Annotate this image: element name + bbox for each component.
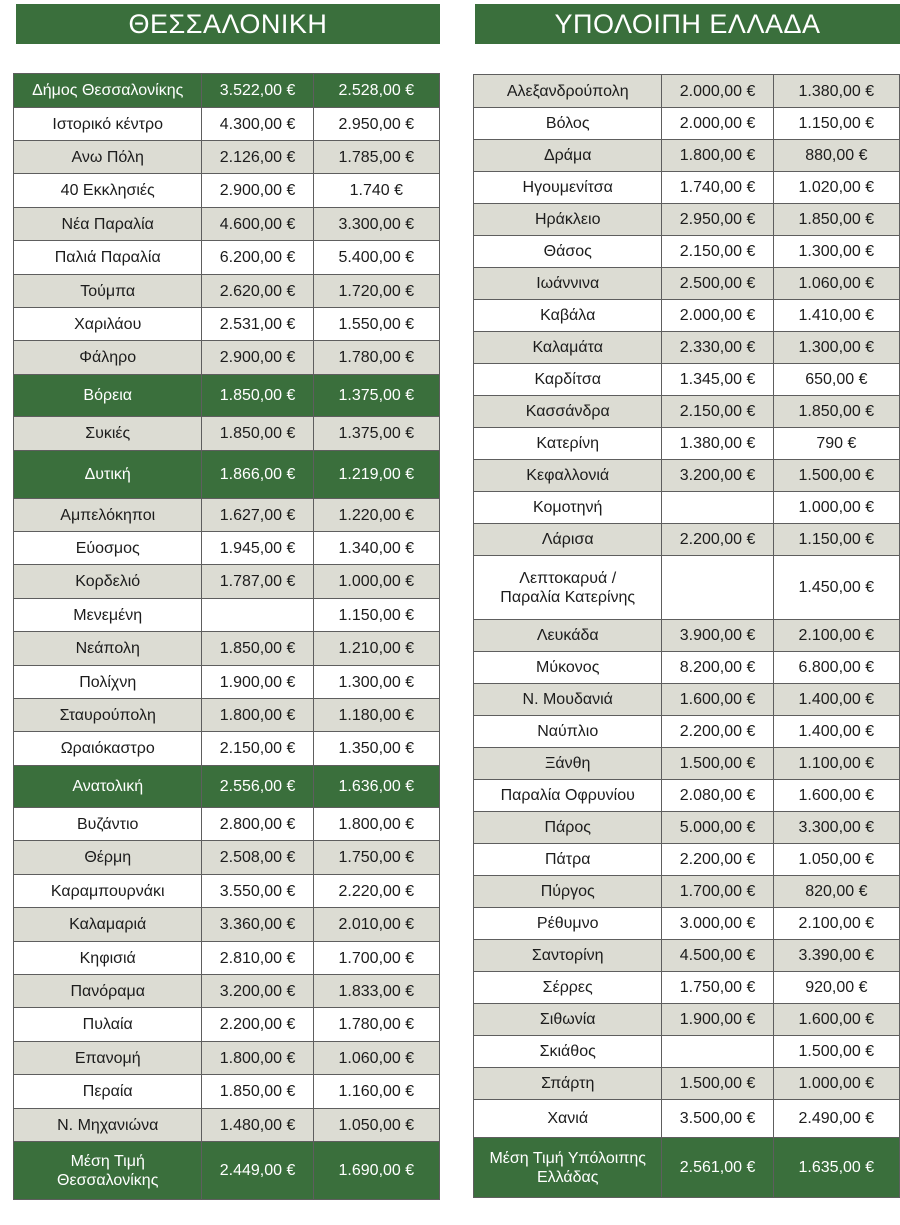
price-value-1 — [662, 1036, 773, 1068]
price-value-1: 2.500,00 € — [662, 268, 773, 300]
location-name: Πυλαία — [14, 1008, 202, 1042]
location-name: Κατερίνη — [474, 428, 662, 460]
table-row — [14, 417, 440, 451]
price-value-2: 790 € — [773, 428, 899, 460]
price-value-1: 3.200,00 € — [202, 975, 313, 1008]
table-row — [14, 1109, 440, 1142]
location-name: Νεάπολη — [14, 632, 202, 666]
price-value-1: 1.945,00 € — [202, 532, 313, 565]
table-row — [474, 876, 900, 908]
price-value-2: 1.500,00 € — [773, 460, 899, 492]
table-row — [474, 268, 900, 300]
location-name: Βόρεια — [14, 375, 202, 417]
table-row — [474, 524, 900, 556]
location-name: Παραλία Οφρυνίου — [474, 780, 662, 812]
price-value-1: 1.900,00 € — [662, 1004, 773, 1036]
location-name: Καραμπουρνάκι — [14, 875, 202, 908]
table-row — [474, 812, 900, 844]
price-value-1: 2.556,00 € — [202, 766, 313, 808]
price-value-1: 5.000,00 € — [662, 812, 773, 844]
thessaloniki-header: ΘΕΣΣΑΛΟΝΙΚΗ — [16, 4, 440, 44]
location-name: Ιωάννινα — [474, 268, 662, 300]
price-value-1: 3.900,00 € — [662, 620, 773, 652]
price-value-2: 820,00 € — [773, 876, 899, 908]
location-name: Θάσος — [474, 236, 662, 268]
table-row — [474, 172, 900, 204]
price-value-1: 6.200,00 € — [202, 241, 313, 275]
location-name: Πολίχνη — [14, 666, 202, 699]
location-name: Κηφισιά — [14, 942, 202, 975]
table-row — [474, 396, 900, 428]
table-row — [14, 808, 440, 841]
table-row — [474, 1036, 900, 1068]
table-row — [474, 492, 900, 524]
table-row — [14, 1042, 440, 1075]
location-name: Δήμος Θεσσαλονίκης — [14, 74, 202, 108]
price-value-1: 2.000,00 € — [662, 75, 773, 108]
price-value-1: 1.800,00 € — [662, 140, 773, 172]
price-value-1: 3.360,00 € — [202, 908, 313, 942]
price-value-2: 1.000,00 € — [313, 565, 439, 599]
price-value-1: 2.150,00 € — [662, 396, 773, 428]
location-name: Φάληρο — [14, 341, 202, 375]
price-value-1: 2.126,00 € — [202, 141, 313, 174]
location-name: Πάρος — [474, 812, 662, 844]
table-row — [474, 556, 900, 620]
location-name: Λεπτοκαρυά / Παραλία Κατερίνης — [474, 556, 662, 620]
table-row — [474, 1138, 900, 1198]
price-value-1: 2.950,00 € — [662, 204, 773, 236]
price-value-1: 2.200,00 € — [662, 844, 773, 876]
price-value-2: 1.000,00 € — [773, 1068, 899, 1100]
table-row — [14, 565, 440, 599]
price-value-2: 1.210,00 € — [313, 632, 439, 666]
location-name: Λευκάδα — [474, 620, 662, 652]
table-row — [14, 975, 440, 1008]
price-value-2: 1.180,00 € — [313, 699, 439, 732]
table-row — [474, 940, 900, 972]
table-row — [14, 908, 440, 942]
table-row — [474, 1100, 900, 1138]
price-value-2: 1.300,00 € — [773, 332, 899, 364]
price-value-1: 1.740,00 € — [662, 172, 773, 204]
table-row — [474, 972, 900, 1004]
location-name: Ωραιόκαστρο — [14, 732, 202, 766]
location-name: Μέση Τιμή Υπόλοιπης Ελλάδας — [474, 1138, 662, 1198]
table-row — [474, 460, 900, 492]
price-value-2: 1.150,00 € — [773, 524, 899, 556]
table-row — [474, 684, 900, 716]
location-name: Θέρμη — [14, 841, 202, 875]
table-row — [14, 841, 440, 875]
table-row — [14, 141, 440, 174]
price-value-1: 2.810,00 € — [202, 942, 313, 975]
location-name: Ανω Πόλη — [14, 141, 202, 174]
location-name: Ν. Μουδανιά — [474, 684, 662, 716]
location-name: Κασσάνδρα — [474, 396, 662, 428]
table-row — [14, 1142, 440, 1200]
price-value-2: 2.100,00 € — [773, 908, 899, 940]
price-value-1: 1.866,00 € — [202, 451, 313, 499]
location-name: Ν. Μηχανιώνα — [14, 1109, 202, 1142]
price-value-1: 2.150,00 € — [202, 732, 313, 766]
table-row — [474, 748, 900, 780]
location-name: Ξάνθη — [474, 748, 662, 780]
price-value-2: 1.410,00 € — [773, 300, 899, 332]
price-value-2: 1.060,00 € — [773, 268, 899, 300]
location-name: Καλαμαριά — [14, 908, 202, 942]
table-row — [474, 652, 900, 684]
price-value-1: 1.600,00 € — [662, 684, 773, 716]
price-value-1: 1.345,00 € — [662, 364, 773, 396]
table-row — [14, 766, 440, 808]
table-row — [474, 332, 900, 364]
price-value-2: 1.150,00 € — [773, 108, 899, 140]
price-value-1: 1.480,00 € — [202, 1109, 313, 1142]
price-value-1: 4.600,00 € — [202, 208, 313, 241]
table-row — [14, 375, 440, 417]
thessaloniki-table — [13, 73, 440, 1200]
location-name: Καβάλα — [474, 300, 662, 332]
location-name: Αλεξανδρούπολη — [474, 75, 662, 108]
location-name: Κορδελιό — [14, 565, 202, 599]
price-value-2: 1.740 € — [313, 174, 439, 208]
table-row — [14, 875, 440, 908]
location-name: Παλιά Παραλία — [14, 241, 202, 275]
price-value-1: 1.800,00 € — [202, 1042, 313, 1075]
price-value-1: 2.330,00 € — [662, 332, 773, 364]
price-value-1: 1.500,00 € — [662, 1068, 773, 1100]
price-value-2: 1.020,00 € — [773, 172, 899, 204]
price-value-2: 2.100,00 € — [773, 620, 899, 652]
location-name: Ρέθυμνο — [474, 908, 662, 940]
table-row — [474, 780, 900, 812]
location-name: Εύοσμος — [14, 532, 202, 565]
table-row — [14, 699, 440, 732]
price-value-2: 650,00 € — [773, 364, 899, 396]
table-row — [14, 632, 440, 666]
price-value-2: 1.850,00 € — [773, 396, 899, 428]
table-row — [474, 140, 900, 172]
table-row — [474, 716, 900, 748]
table-row — [14, 599, 440, 632]
price-value-1: 2.508,00 € — [202, 841, 313, 875]
location-name: Μενεμένη — [14, 599, 202, 632]
location-name: Χανιά — [474, 1100, 662, 1138]
price-value-2: 880,00 € — [773, 140, 899, 172]
price-value-2: 1.375,00 € — [313, 375, 439, 417]
price-value-1: 1.850,00 € — [202, 632, 313, 666]
price-value-2: 1.050,00 € — [313, 1109, 439, 1142]
price-value-2: 1.750,00 € — [313, 841, 439, 875]
table-row — [14, 1075, 440, 1109]
table-row — [14, 275, 440, 308]
price-value-2: 3.390,00 € — [773, 940, 899, 972]
price-value-2: 1.780,00 € — [313, 341, 439, 375]
table-row — [474, 108, 900, 140]
price-value-1: 2.900,00 € — [202, 174, 313, 208]
price-value-2: 1.300,00 € — [773, 236, 899, 268]
location-name: Δυτική — [14, 451, 202, 499]
price-value-2: 3.300,00 € — [773, 812, 899, 844]
price-value-1: 2.620,00 € — [202, 275, 313, 308]
table-row — [14, 308, 440, 341]
table-row — [474, 75, 900, 108]
location-name: Σαντορίνη — [474, 940, 662, 972]
location-name: Μύκονος — [474, 652, 662, 684]
price-value-2: 1.636,00 € — [313, 766, 439, 808]
location-name: Σέρρες — [474, 972, 662, 1004]
location-name: Ανατολική — [14, 766, 202, 808]
table-row — [474, 908, 900, 940]
table-row — [474, 364, 900, 396]
location-name: Σταυρούπολη — [14, 699, 202, 732]
price-value-2: 2.010,00 € — [313, 908, 439, 942]
location-name: Περαία — [14, 1075, 202, 1109]
price-value-1: 2.200,00 € — [202, 1008, 313, 1042]
price-value-1: 4.300,00 € — [202, 108, 313, 141]
location-name: Καρδίτσα — [474, 364, 662, 396]
price-value-1: 3.200,00 € — [662, 460, 773, 492]
price-value-2: 1.450,00 € — [773, 556, 899, 620]
location-name: Καλαμάτα — [474, 332, 662, 364]
location-name: Μέση Τιμή Θεσσαλονίκης — [14, 1142, 202, 1200]
price-value-2: 1.850,00 € — [773, 204, 899, 236]
price-value-2: 1.219,00 € — [313, 451, 439, 499]
price-value-2: 1.380,00 € — [773, 75, 899, 108]
price-value-2: 1.400,00 € — [773, 716, 899, 748]
table-row — [14, 208, 440, 241]
price-value-1: 2.561,00 € — [662, 1138, 773, 1198]
price-value-1: 1.500,00 € — [662, 748, 773, 780]
price-value-1: 1.380,00 € — [662, 428, 773, 460]
price-value-2: 3.300,00 € — [313, 208, 439, 241]
price-value-2: 1.600,00 € — [773, 780, 899, 812]
rest-of-greece-table — [473, 74, 900, 1198]
table-row — [474, 1068, 900, 1100]
price-value-2: 1.000,00 € — [773, 492, 899, 524]
table-row — [14, 666, 440, 699]
price-value-2: 2.950,00 € — [313, 108, 439, 141]
price-value-2: 2.220,00 € — [313, 875, 439, 908]
price-value-1: 1.627,00 € — [202, 499, 313, 532]
price-value-1: 8.200,00 € — [662, 652, 773, 684]
location-name: Πάτρα — [474, 844, 662, 876]
price-value-2: 2.528,00 € — [313, 74, 439, 108]
table-row — [14, 942, 440, 975]
table-row — [474, 844, 900, 876]
price-value-2: 1.500,00 € — [773, 1036, 899, 1068]
table-row — [14, 74, 440, 108]
location-name: Ηγουμενίτσα — [474, 172, 662, 204]
table-row — [14, 499, 440, 532]
price-value-1: 2.080,00 € — [662, 780, 773, 812]
price-value-1: 2.000,00 € — [662, 300, 773, 332]
table-row — [474, 1004, 900, 1036]
price-value-2: 1.785,00 € — [313, 141, 439, 174]
table-row — [14, 341, 440, 375]
location-name: Χαριλάου — [14, 308, 202, 341]
location-name: Τούμπα — [14, 275, 202, 308]
price-value-2: 1.720,00 € — [313, 275, 439, 308]
price-value-2: 1.400,00 € — [773, 684, 899, 716]
price-value-2: 1.340,00 € — [313, 532, 439, 565]
price-value-1: 1.900,00 € — [202, 666, 313, 699]
table-row — [474, 300, 900, 332]
location-name: Πανόραμα — [14, 975, 202, 1008]
price-value-2: 1.635,00 € — [773, 1138, 899, 1198]
location-name: Βυζάντιο — [14, 808, 202, 841]
table-row — [14, 451, 440, 499]
location-name: Κομοτηνή — [474, 492, 662, 524]
price-value-1: 2.800,00 € — [202, 808, 313, 841]
price-value-1: 3.500,00 € — [662, 1100, 773, 1138]
table-row — [474, 236, 900, 268]
price-value-1: 1.850,00 € — [202, 417, 313, 451]
price-value-2: 920,00 € — [773, 972, 899, 1004]
price-value-1: 2.200,00 € — [662, 524, 773, 556]
table-row — [474, 204, 900, 236]
table-row — [474, 428, 900, 460]
location-name: Ηράκλειο — [474, 204, 662, 236]
price-value-1: 1.850,00 € — [202, 1075, 313, 1109]
table-row — [14, 732, 440, 766]
price-value-2: 1.700,00 € — [313, 942, 439, 975]
price-value-2: 6.800,00 € — [773, 652, 899, 684]
price-value-2: 1.300,00 € — [313, 666, 439, 699]
price-value-1: 2.000,00 € — [662, 108, 773, 140]
price-value-2: 2.490,00 € — [773, 1100, 899, 1138]
table-row — [14, 241, 440, 275]
location-name: 40 Εκκλησιές — [14, 174, 202, 208]
price-value-2: 1.833,00 € — [313, 975, 439, 1008]
table-row — [474, 620, 900, 652]
price-value-1: 3.522,00 € — [202, 74, 313, 108]
price-value-1: 1.800,00 € — [202, 699, 313, 732]
location-name: Ναύπλιο — [474, 716, 662, 748]
price-value-2: 1.220,00 € — [313, 499, 439, 532]
price-value-2: 1.375,00 € — [313, 417, 439, 451]
location-name: Ιστορικό κέντρο — [14, 108, 202, 141]
location-name: Δράμα — [474, 140, 662, 172]
price-value-1: 2.531,00 € — [202, 308, 313, 341]
price-value-1: 2.150,00 € — [662, 236, 773, 268]
price-value-2: 1.100,00 € — [773, 748, 899, 780]
price-value-1: 1.850,00 € — [202, 375, 313, 417]
price-value-2: 1.800,00 € — [313, 808, 439, 841]
price-value-2: 1.550,00 € — [313, 308, 439, 341]
table-row — [14, 532, 440, 565]
location-name: Επανομή — [14, 1042, 202, 1075]
location-name: Αμπελόκηποι — [14, 499, 202, 532]
location-name: Λάρισα — [474, 524, 662, 556]
rest-of-greece-header: ΥΠΟΛΟΙΠΗ ΕΛΛΑΔΑ — [475, 4, 900, 44]
price-value-1: 1.700,00 € — [662, 876, 773, 908]
price-value-1: 1.750,00 € — [662, 972, 773, 1004]
price-value-1 — [662, 492, 773, 524]
price-value-1: 3.000,00 € — [662, 908, 773, 940]
price-value-2: 1.160,00 € — [313, 1075, 439, 1109]
table-row — [14, 174, 440, 208]
price-value-2: 1.350,00 € — [313, 732, 439, 766]
location-name: Σιθωνία — [474, 1004, 662, 1036]
location-name: Πύργος — [474, 876, 662, 908]
price-value-1: 2.200,00 € — [662, 716, 773, 748]
price-value-2: 1.060,00 € — [313, 1042, 439, 1075]
price-value-1: 2.449,00 € — [202, 1142, 313, 1200]
price-value-1: 2.900,00 € — [202, 341, 313, 375]
price-value-2: 1.150,00 € — [313, 599, 439, 632]
price-value-1: 3.550,00 € — [202, 875, 313, 908]
price-value-2: 1.780,00 € — [313, 1008, 439, 1042]
price-value-2: 1.690,00 € — [313, 1142, 439, 1200]
location-name: Κεφαλλονιά — [474, 460, 662, 492]
price-value-1 — [662, 556, 773, 620]
location-name: Σκιάθος — [474, 1036, 662, 1068]
table-row — [14, 1008, 440, 1042]
location-name: Συκιές — [14, 417, 202, 451]
price-value-1 — [202, 599, 313, 632]
price-value-2: 5.400,00 € — [313, 241, 439, 275]
price-value-1: 4.500,00 € — [662, 940, 773, 972]
table-row — [14, 108, 440, 141]
price-value-2: 1.050,00 € — [773, 844, 899, 876]
location-name: Σπάρτη — [474, 1068, 662, 1100]
price-value-1: 1.787,00 € — [202, 565, 313, 599]
price-value-2: 1.600,00 € — [773, 1004, 899, 1036]
location-name: Νέα Παραλία — [14, 208, 202, 241]
location-name: Βόλος — [474, 108, 662, 140]
